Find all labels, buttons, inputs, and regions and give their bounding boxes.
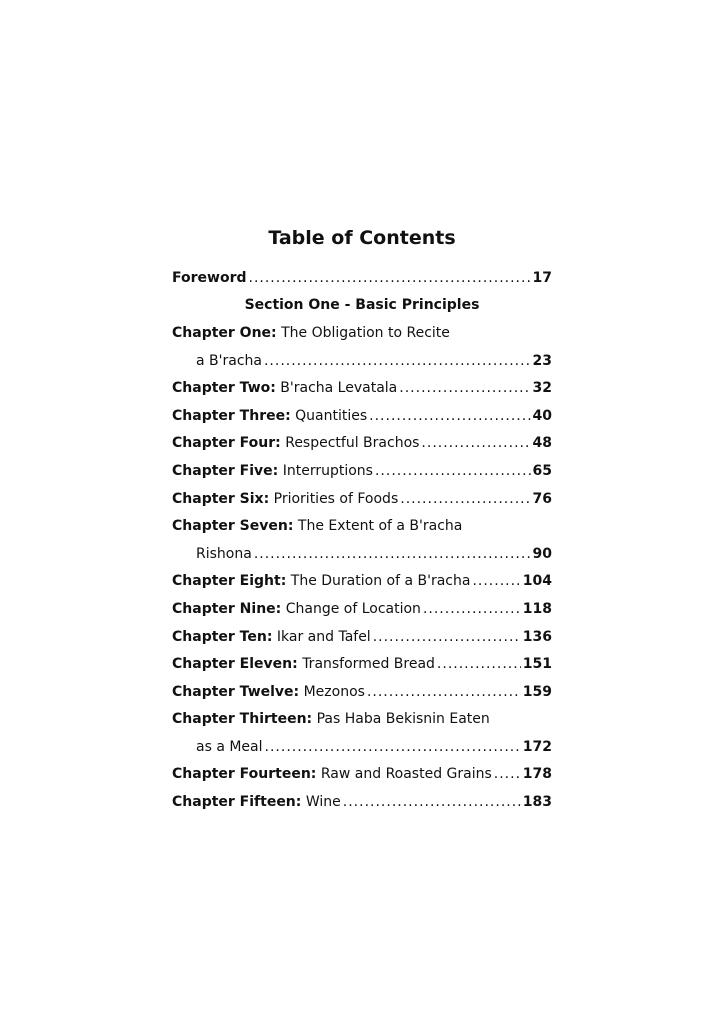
page-number: 40 bbox=[532, 407, 552, 424]
chapter-label: Chapter Nine: bbox=[172, 600, 282, 617]
toc-entry-label bbox=[172, 684, 365, 700]
dot-leader bbox=[421, 435, 530, 451]
toc-entry-label bbox=[172, 491, 398, 507]
page-number: 178 bbox=[522, 766, 552, 783]
dot-leader bbox=[249, 270, 531, 286]
toc-entry bbox=[172, 706, 552, 734]
dot-leader bbox=[254, 546, 531, 562]
chapter-label: Chapter Six: bbox=[172, 490, 270, 507]
dot-leader bbox=[399, 380, 530, 396]
toc-entry bbox=[172, 788, 552, 816]
toc-entry bbox=[172, 623, 552, 651]
chapter-label: Chapter Fifteen: bbox=[172, 794, 302, 811]
chapter-label: Chapter Twelve: bbox=[172, 683, 300, 700]
chapter-title: The Extent of a B'racha bbox=[297, 518, 463, 535]
dot-leader bbox=[367, 684, 521, 700]
entry-title-continued: a B'racha bbox=[196, 352, 262, 369]
chapter-label: Chapter Five: bbox=[172, 462, 279, 479]
chapter-title: B'racha Levatala bbox=[280, 380, 398, 397]
entry-title-continued: as a Meal bbox=[196, 738, 263, 755]
section-heading bbox=[172, 292, 552, 320]
toc-entry-label bbox=[172, 711, 490, 727]
toc-entry-label bbox=[172, 794, 341, 810]
chapter-label: Chapter Four: bbox=[172, 435, 281, 452]
toc-entry bbox=[172, 678, 552, 706]
chapter-title: Wine bbox=[305, 794, 341, 811]
toc-entry-label bbox=[172, 656, 435, 672]
toc-entry-label bbox=[196, 353, 262, 369]
dot-leader bbox=[437, 656, 521, 672]
page-number: 104 bbox=[522, 573, 552, 590]
toc-entry-label bbox=[172, 435, 419, 451]
page-number: 183 bbox=[522, 794, 552, 811]
page-number: 65 bbox=[532, 462, 552, 479]
dot-leader bbox=[369, 408, 530, 424]
chapter-label: Foreword bbox=[172, 269, 247, 286]
dot-leader bbox=[343, 794, 521, 810]
toc-entry-label bbox=[172, 380, 397, 396]
dot-leader bbox=[423, 601, 521, 617]
toc-entry bbox=[172, 374, 552, 402]
dot-leader bbox=[265, 739, 521, 755]
page-number: 23 bbox=[532, 352, 552, 369]
chapter-title: The Duration of a B'racha bbox=[290, 573, 471, 590]
toc-entry bbox=[172, 319, 552, 347]
chapter-label: Chapter Ten: bbox=[172, 628, 273, 645]
toc-entry-label bbox=[196, 546, 252, 562]
entry-title-continued: Rishona bbox=[196, 545, 252, 562]
dot-leader bbox=[373, 629, 521, 645]
chapter-label: Chapter Three: bbox=[172, 407, 291, 424]
chapter-title: Change of Location bbox=[285, 600, 421, 617]
chapter-label: Chapter Eleven: bbox=[172, 656, 298, 673]
page-number: 136 bbox=[522, 628, 552, 645]
chapter-label: Chapter Fourteen: bbox=[172, 766, 317, 783]
chapter-label: Chapter Thirteen: bbox=[172, 711, 313, 728]
chapter-label: Chapter Eight: bbox=[172, 573, 287, 590]
chapter-title: Transformed Bread bbox=[302, 656, 435, 673]
toc-entry-label bbox=[172, 463, 373, 479]
toc-entry-label bbox=[172, 573, 470, 589]
page-number: 159 bbox=[522, 683, 552, 700]
toc-entry-label bbox=[172, 325, 450, 341]
dot-leader bbox=[472, 573, 520, 589]
toc-entry-continuation bbox=[172, 540, 552, 568]
page-number: 17 bbox=[532, 269, 552, 286]
toc-entry-label bbox=[172, 629, 371, 645]
table-of-contents bbox=[172, 264, 552, 816]
dot-leader bbox=[400, 491, 530, 507]
page-number: 48 bbox=[532, 435, 552, 452]
page-number: 32 bbox=[532, 380, 552, 397]
section-title: Section One - Basic Principles bbox=[244, 297, 480, 314]
page-number: 76 bbox=[532, 490, 552, 507]
chapter-title: Respectful Brachos bbox=[285, 435, 420, 452]
toc-entry-label bbox=[196, 739, 263, 755]
chapter-title: Ikar and Tafel bbox=[276, 628, 371, 645]
toc-entry-label bbox=[172, 518, 462, 534]
toc-entry bbox=[172, 761, 552, 789]
chapter-title: Mezonos bbox=[303, 683, 365, 700]
chapter-title: Priorities of Foods bbox=[273, 490, 399, 507]
toc-entry bbox=[172, 402, 552, 430]
chapter-title: Pas Haba Bekisnin Eaten bbox=[316, 711, 490, 728]
dot-leader bbox=[494, 766, 521, 782]
toc-entry bbox=[172, 264, 552, 292]
toc-entry bbox=[172, 512, 552, 540]
toc-entry-label bbox=[172, 270, 247, 286]
page-title: Table of Contents bbox=[268, 227, 456, 249]
chapter-label: Chapter One: bbox=[172, 324, 277, 341]
page-number: 118 bbox=[522, 600, 552, 617]
chapter-label: Chapter Two: bbox=[172, 380, 276, 397]
chapter-label: Chapter Seven: bbox=[172, 518, 294, 535]
toc-entry bbox=[172, 595, 552, 623]
toc-entry-continuation bbox=[172, 347, 552, 375]
dot-leader bbox=[375, 463, 531, 479]
chapter-title: Quantities bbox=[295, 407, 368, 424]
chapter-title: Interruptions bbox=[282, 462, 373, 479]
page-number: 90 bbox=[532, 545, 552, 562]
toc-entry bbox=[172, 568, 552, 596]
toc-entry-label bbox=[172, 601, 421, 617]
toc-entry-continuation bbox=[172, 733, 552, 761]
chapter-title: The Obligation to Recite bbox=[281, 324, 450, 341]
toc-entry bbox=[172, 457, 552, 485]
dot-leader bbox=[264, 353, 531, 369]
chapter-title: Raw and Roasted Grains bbox=[320, 766, 492, 783]
page-number: 172 bbox=[522, 738, 552, 755]
toc-entry-label bbox=[172, 766, 492, 782]
toc-entry bbox=[172, 485, 552, 513]
page-number: 151 bbox=[522, 656, 552, 673]
toc-entry bbox=[172, 650, 552, 678]
toc-entry bbox=[172, 430, 552, 458]
toc-entry-label bbox=[172, 408, 367, 424]
